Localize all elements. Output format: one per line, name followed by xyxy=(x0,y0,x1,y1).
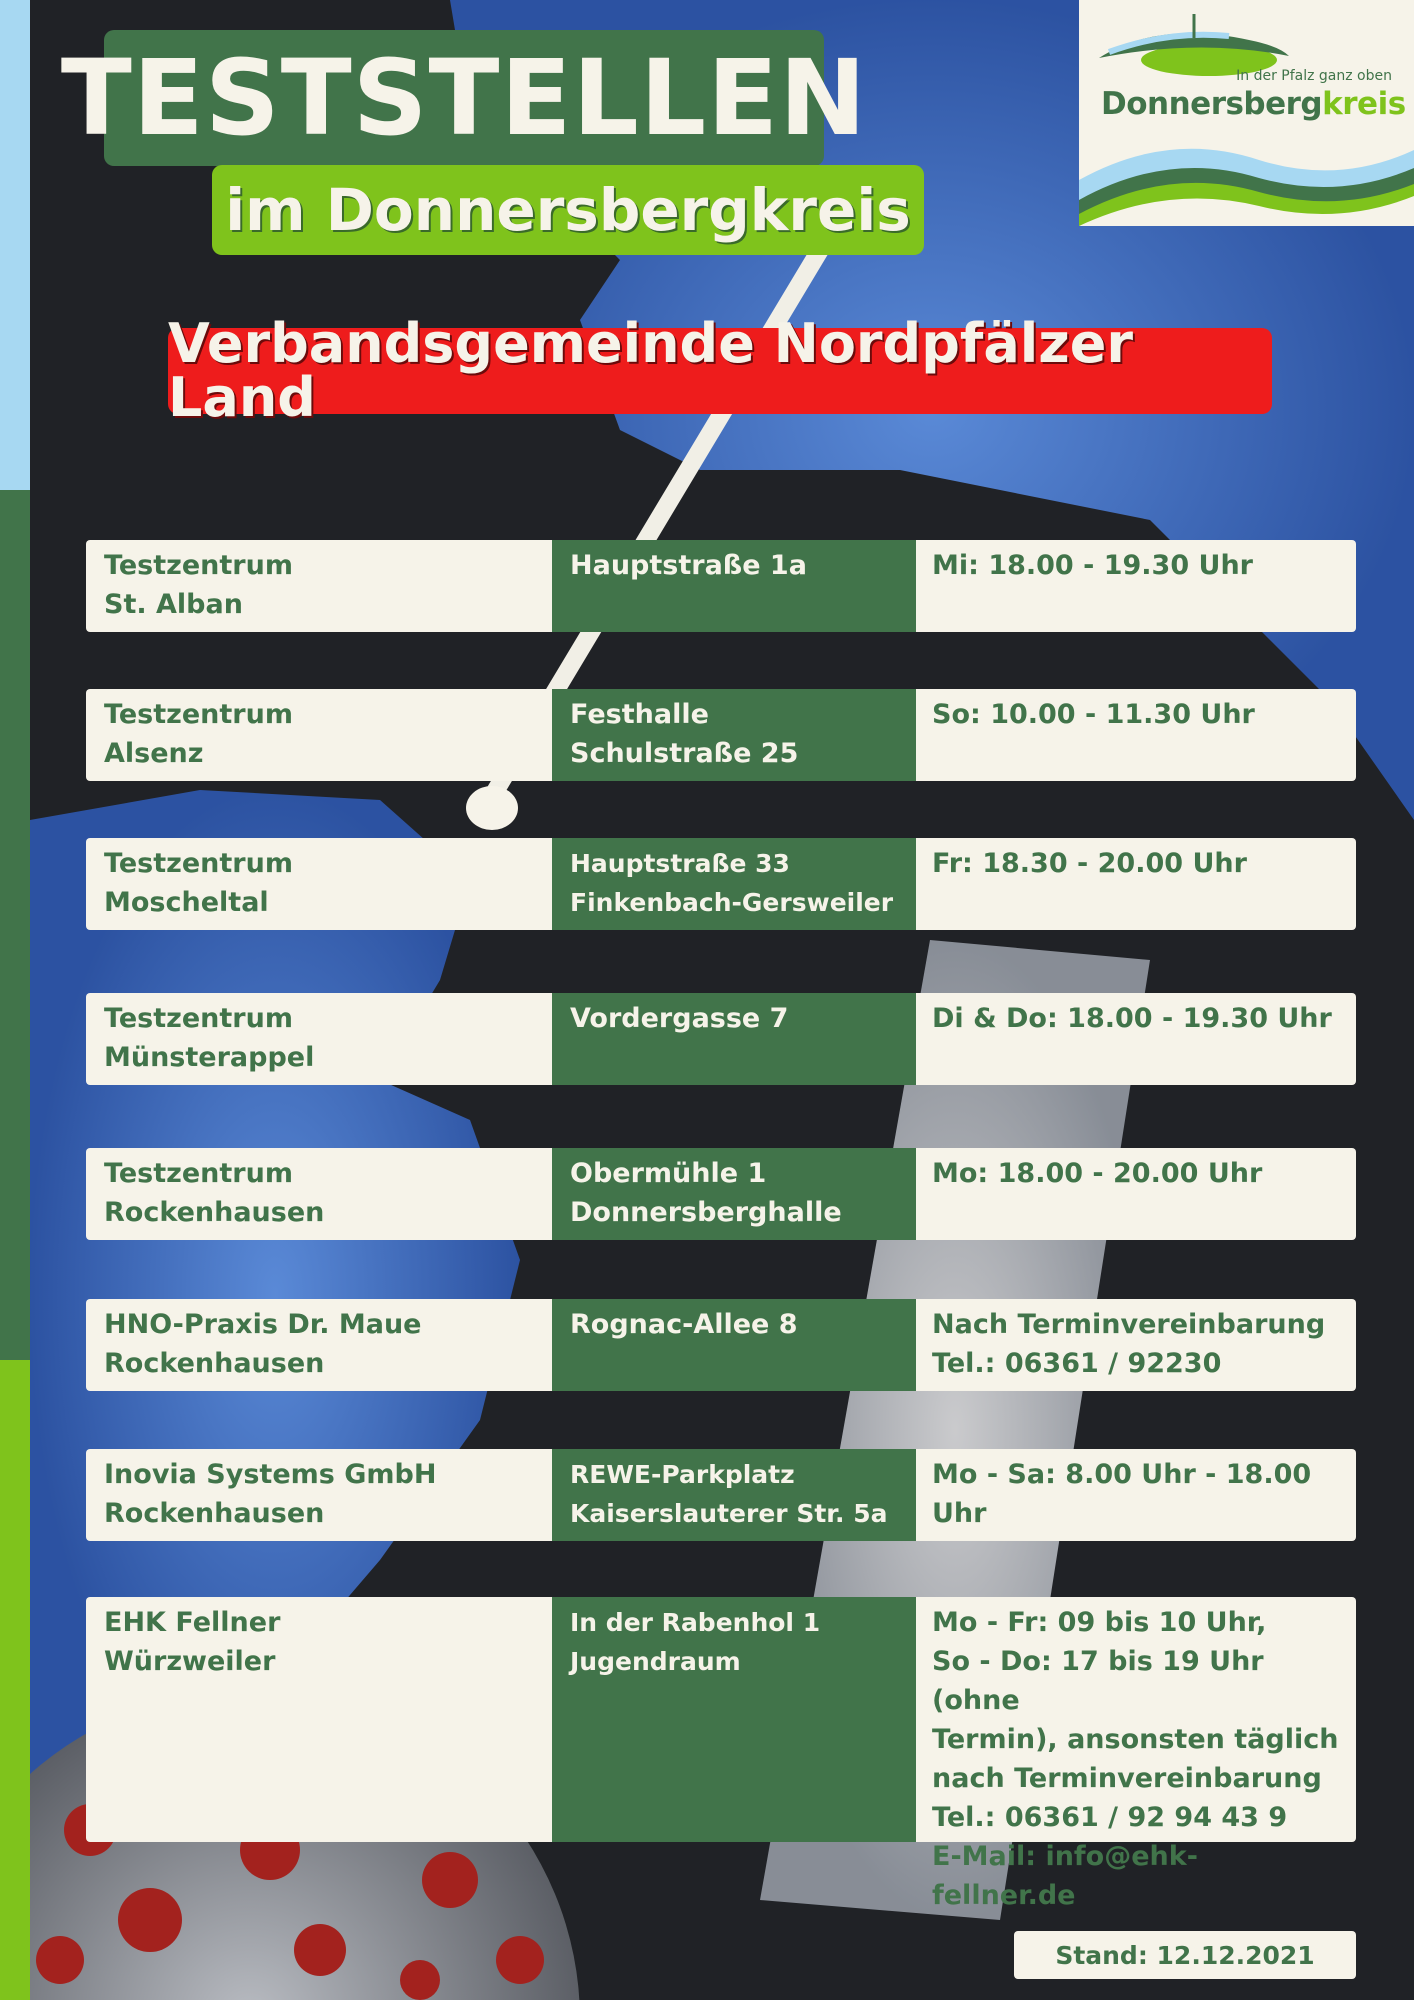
site-hours: Mo: 18.00 - 20.00 Uhr xyxy=(916,1148,1356,1240)
table-row xyxy=(86,1597,1356,1911)
logo-name-part2: kreis xyxy=(1322,86,1406,122)
site-address: Rognac-Allee 8 xyxy=(552,1299,916,1391)
site-address: In der Rabenhol 1 Jugendraum xyxy=(552,1597,916,1842)
subtitle-banner xyxy=(212,165,924,255)
site-name: Testzentrum Alsenz xyxy=(86,689,552,781)
table-row xyxy=(86,993,1356,1085)
logo-name xyxy=(1101,86,1406,122)
site-address: Festhalle Schulstraße 25 xyxy=(552,689,916,781)
page-subtitle: im Donnersbergkreis xyxy=(225,176,911,244)
site-address: Hauptstraße 33 Finkenbach-Gersweiler xyxy=(552,838,916,930)
site-hours: Fr: 18.30 - 20.00 Uhr xyxy=(916,838,1356,930)
site-hours: Mo - Sa: 8.00 Uhr - 18.00 Uhr xyxy=(916,1449,1356,1541)
logo-tagline: In der Pfalz ganz oben xyxy=(1236,68,1392,84)
site-name: Inovia Systems GmbH Rockenhausen xyxy=(86,1449,552,1541)
region-title: Verbandsgemeinde Nordpfälzer Land xyxy=(168,312,1133,429)
site-hours: Mi: 18.00 - 19.30 Uhr xyxy=(916,540,1356,632)
side-stripe-dark-green xyxy=(0,490,30,1360)
title-banner xyxy=(60,30,868,166)
stand-date: Stand: 12.12.2021 xyxy=(1014,1931,1356,1979)
site-hours: Di & Do: 18.00 - 19.30 Uhr xyxy=(916,993,1356,1085)
site-name: Testzentrum St. Alban xyxy=(86,540,552,632)
site-name: Testzentrum Münsterappel xyxy=(86,993,552,1085)
page-title: TESTSTELLEN xyxy=(60,37,868,159)
table-row xyxy=(86,1449,1356,1541)
site-hours: So: 10.00 - 11.30 Uhr xyxy=(916,689,1356,781)
site-name: Testzentrum Moscheltal xyxy=(86,838,552,930)
logo-name-part1: Donnersberg xyxy=(1101,86,1323,122)
table-row xyxy=(86,838,1356,930)
site-address: Vordergasse 7 xyxy=(552,993,916,1085)
site-name: HNO-Praxis Dr. Maue Rockenhausen xyxy=(86,1299,552,1391)
region-banner xyxy=(168,312,1272,429)
site-address: Obermühle 1 Donnersberghalle xyxy=(552,1148,916,1240)
table-row xyxy=(86,1148,1356,1240)
side-stripe-blue xyxy=(0,0,30,490)
site-name: EHK Fellner Würzweiler xyxy=(86,1597,552,1842)
table-row xyxy=(86,540,1356,632)
site-address: Hauptstraße 1a xyxy=(552,540,916,632)
site-name: Testzentrum Rockenhausen xyxy=(86,1148,552,1240)
donnersbergkreis-logo xyxy=(1079,0,1414,226)
table-row xyxy=(86,1299,1356,1391)
site-address: REWE-Parkplatz Kaiserslauterer Str. 5a xyxy=(552,1449,916,1541)
site-hours: Nach Terminvereinbarung Tel.: 06361 / 92230 xyxy=(916,1299,1356,1391)
side-stripe-light-green xyxy=(0,1360,30,2000)
table-row xyxy=(86,689,1356,781)
site-hours: Mo - Fr: 09 bis 10 Uhr, So - Do: 17 bis 19 Uhr (ohne Termin), ansonsten täglich nach Terminvereinbarung Tel.: 06361 / 92 94 43 9 E-Mail: info@ehk-fellner.de xyxy=(916,1597,1356,1842)
